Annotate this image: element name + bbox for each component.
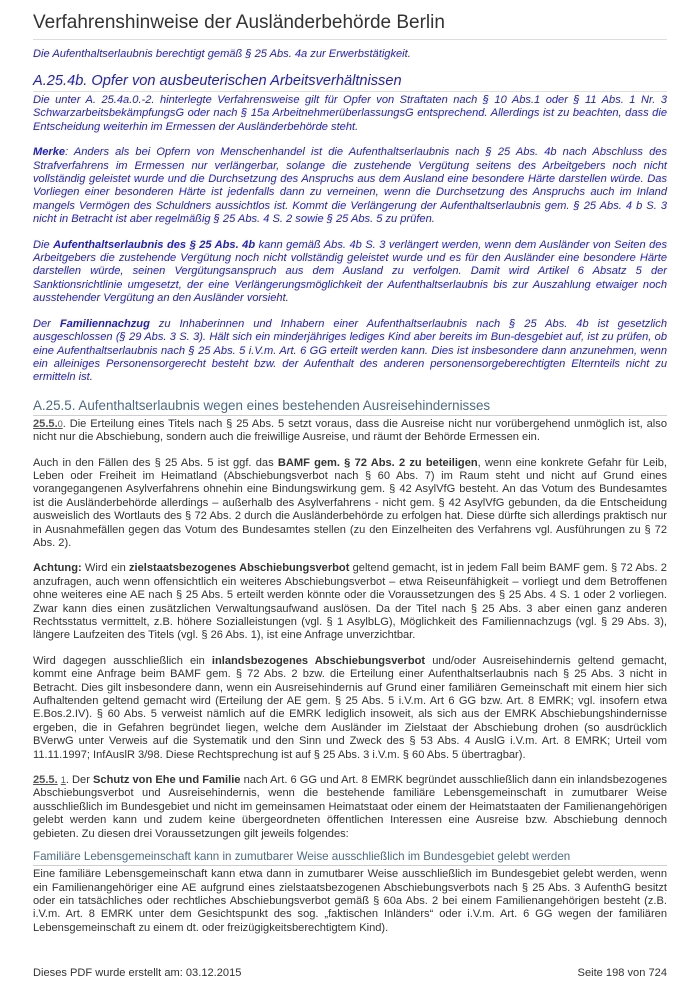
p3-bold: Aufenthaltserlaubnis des § 25 Abs. 4b	[53, 238, 256, 251]
achtung-mid: Wird ein	[81, 562, 129, 575]
paragraph-subnumber: 0	[57, 418, 63, 429]
paragraph-a255-4	[33, 655, 667, 762]
p3-text: kann gemäß Abs. 4b S. 3 verlängert werden, wenn dem Ausländer von Seiten des Arbeitgebers die zustehende Vergütung noch nicht vollständig geleistet wurde und es für den Ausländer eine besondere Härte darstellen würde, seinen Vergütungsanspruch aus dem Ausland zu verfolgen. Damit wird Artikel 6 Absatz 5 der Sanktionsrichtlinie umgesetzt, der eine Verlängerungsmöglichkeit der Aufenthaltserlaubnis bis zur Auszahlung etwaiger noch ausstehender Vergütung an den Ausländer vorsieht.	[33, 238, 667, 305]
p4-text: und/oder Ausreisehindernis geltend gemacht, kommt eine Anfrage beim BAMF gem. § 72 Abs. 2 bzw. die Erteilung einer Aufenthaltserlaubnis nach § 25 Abs. 3 nicht in Betracht. Dies gilt insbesondere dann, wenn ein Ausreisehindernis auf Grund einer familiären Gemeinschaft mit einem hier sich Aufhaltenden geltend gemacht wird (Erteilung der AE gem. § 25 Abs. 5 i.V.m. Art 6 GG bzw. Art. 8 EMRK; vgl. insofern etwa E.Bos.2.IV). § 60 Abs. 5 verweist nämlich auf die EMRK lediglich insoweit, als sich aus der EMRK Abschiebungshindernisse ergeben, die in Gefahren begründet liegen, welche dem Ausländer im Zielstaat der Abschiebung drohen (so ausdrücklich BVerwG unter Verweis auf die Systematik und den Sinn und Zweck des § 53 Abs. 4 AuslG i.V.m. Art. 8 EMRK; Urteil vom 11.11.1997; InfAuslR 3/98. Diese Rechtsprechung ist auf § 25 Abs. 3 i.V.m. § 60 Abs. 5 übertragbar).	[33, 654, 667, 761]
p3-pre: Die	[33, 238, 54, 251]
paragraph-subnumber: 1	[60, 775, 66, 786]
paragraph-a254b-1: Die unter A. 25.4a.0.-2. hinterlegte Verfahrensweise gilt für Opfer von Straftaten nach § 10 Abs.1 oder § 11 Abs. 1 Nr. 3 SchwarzarbeitsbekämpfungsG oder nach § 15a ArbeitnehmerüberlassungsG entsprechend. Allerdings ist zu beachten, dass die Entscheidung weiterhin im Ermessen der Ausländerbehörde steht.	[33, 94, 667, 133]
page-title: Verfahrenshinweise der Ausländerbehörde Berlin	[33, 12, 667, 40]
paragraph-a254b-3	[33, 239, 667, 306]
paragraph-a255-achtung	[33, 562, 667, 642]
p4-bold: Familiennachzug	[59, 317, 150, 330]
paragraph-a255-6: Eine familiäre Lebensgemeinschaft kann etwa dann in zumutbarer Weise ausschließlich im Bundesgebiet gelebt werden, wenn ein Familienangehöriger eine AE aufgrund eines zielstaatsbezogenen Abschiebungsverbots nach § 25 Abs. 3 AufenthG besitzt oder ein tatsächliches oder rechtliches Abschiebungsverbot gemäß § 60a Abs. 2 bei einem Familienangehörigen besteht (z.B. i.V.m. Art. 8 EMRK unter dem Gesichtspunkt des sog. „faktischen Inländers“ oder i.V.m. Art. 6 GG wegen der familiären Lebensgemeinschaft zu einem dt. oder freizügigkeitsberechtigtem Kind).	[33, 868, 667, 934]
p2-text: , wenn eine konkrete Gefahr für Leib, Leben oder Freiheit im Heimatland (Abschiebungsverbot nach § 60 Abs. 7) im Raum steht und nicht auf Grund eines vorangegangenen Asylverfahrens ohnehin eine Bindungswirkung gem. § 42 AsylVfG besteht. An das Votum des Bundesamtes ist die Ausländerbehörde allerdings – außerhalb des Asylverfahrens - nicht gem. § 42 AsylVfG gebunden, da die Entscheidung ausweislich des Wortlauts des § 72 Abs. 2 durch die Ausländerbehörde zu erfolgen hat. Diese dürfte sich allerdings praktisch nur in Ausnahmefällen gegen das Votum des Bundesamtes stellen (zu den Einzelheiten des Verfahrens vgl. Ausführungen zu § 72 Abs. 2).	[33, 456, 667, 549]
paragraph-a254b-merke	[33, 146, 667, 226]
footer-page-number: Seite 198 von 724	[577, 967, 667, 979]
paragraph-a255-2	[33, 457, 667, 551]
p4-bold: inlandsbezogenes Abschiebungsverbot	[211, 654, 426, 667]
p4-pre: Der	[33, 317, 60, 330]
p4-text: zu Inhaberinnen und Inhabern einer Aufenthaltserlaubnis nach § 25 Abs. 4b ist gesetzlich ausgeschlossen (§ 29 Abs. 3 S. 3). Hält sich ein minderjähriges lediges Kind aber bereits im Bun-desgebiet auf, ist zu prüfen, ob eine Aufenthaltserlaubnis nach § 25 Abs. 5 i.V.m. Art. 6 GG erteilt werden kann. Dies ist insbesondere dann anzunehmen, wenn ein alleiniges Personensorgerecht besteht bzw. der Aufenthalt des anderen personensorgeberechtigten Elternteils nicht zu ermitteln ist.	[33, 317, 667, 384]
achtung-text: geltend gemacht, ist in jedem Fall beim BAMF gem. § 72 Abs. 2 anzufragen, auch wenn offensichtlich ein weiteres Abschiebungsverbot – etwa Reiseunfähigkeit – vorliegt und dem Betroffenen ohne weiteres eine AE nach § 25 Abs. 5 erteilt werden könnte oder die Voraussetzungen des § 25 Abs. 4 S. 1 oder 2 vorliegen. Zwar kann dies einen zusätzlichen Verwaltungsaufwand auslösen. Da der Titel nach § 25 Abs. 3 aber einen ganz anderen Rechtsstatus vermittelt, z.B. höhere Sozialleistungen (vgl. § 1 AsylbLG), Möglichkeit des Familiennachzugs (vgl. § 29 Abs. 3), längere Laufzeiten des Titels (vgl. § 26 Abs. 1), ist eine Anfrage unverzichtbar.	[33, 562, 667, 642]
document-page	[33, 0, 667, 935]
p5-bold: Schutz von Ehe und Familie	[93, 774, 241, 787]
paragraph-a255-1	[33, 418, 667, 445]
paragraph-a254b-4	[33, 318, 667, 385]
p5-pre: . Der	[65, 774, 94, 787]
achtung-bold: zielstaatsbezogenes Abschiebungsverbot	[128, 562, 350, 575]
paragraph-number: 25.5.	[33, 774, 58, 787]
p1-text: . Die Erteilung eines Titels nach § 25 Abs. 5 setzt voraus, dass die Ausreise nicht nur vorübergehend unmöglich ist, also nicht nur die Abschiebung, sondern auch die freiwillige Ausreise, und räumt der Behörde Ermessen ein.	[33, 417, 667, 444]
section-heading-a255: A.25.5. Aufenthaltserlaubnis wegen eines bestehenden Ausreisehindernisses	[33, 398, 667, 416]
p4-pre: Wird dagegen ausschließlich ein	[33, 654, 212, 667]
p5-text: nach Art. 6 GG und Art. 8 EMRK begründet ausschließlich dann ein inlandsbezogenes Abschiebungsverbot und Ausreisehindernis, wenn die bestehende familiäre Lebensgemeinschaft in zumutbarer Weise ausschließlich im Bundesgebiet und nicht im gemeinsamen Heimatstaat oder einem der Heimatstaaten der Familienangehörigen gelebt werden kann und zudem keine übergeordneten öffentlichen Interessen eine Ausreise bzw. Abschiebung dennoch gebieten. Zu diesen drei Voraussetzungen gilt jeweils folgendes:	[33, 774, 667, 840]
footer-created-date: Dieses PDF wurde erstellt am: 03.12.2015	[33, 967, 242, 979]
paragraph-number: 25.5.	[33, 417, 58, 430]
intro-note: Die Aufenthaltserlaubnis berechtigt gemäß § 25 Abs. 4a zur Erwerbstätigkeit.	[33, 48, 411, 60]
section-heading-a254b: A.25.4b. Opfer von ausbeuterischen Arbeitsverhältnissen	[33, 73, 667, 92]
achtung-label: Achtung:	[33, 562, 82, 575]
merke-label: Merke	[33, 146, 66, 159]
paragraph-a255-5	[33, 774, 667, 841]
p2-bold: BAMF gem. § 72 Abs. 2 zu beteiligen	[277, 456, 478, 469]
merke-text: : Anders als bei Opfern von Menschenhandel ist die Aufenthaltserlaubnis nach § 25 Abs. 4b nach Abschluss des Strafverfahrens im Ermessen nur verlängerbar, solange die zustehende Vergütung seitens des Arbeitgebers noch nicht vollständig geleistet wurde und die Durchsetzung des Anspruchs aus dem Ausland eine besondere Härte darstellen würde. Das Vorliegen einer besonderen Härte ist jedenfalls dann zu verneinen, wenn die Durchsetzung des Anspruchs auch im Inland mangels Vermögen des Schuldners aussichtlos ist. Kommt die Verlängerung der Aufenthaltserlaubnis gem. § 25 Abs. 4 b S. 3 nicht in Betracht ist aber regelmäßig § 25 Abs. 4 S. 2 sowie § 25 Abs. 5 zu prüfen.	[33, 146, 667, 226]
subsection-heading: Familiäre Lebensgemeinschaft kann in zumutbarer Weise ausschließlich im Bundesgebiet gelebt werden	[33, 850, 667, 866]
p2-pre: Auch in den Fällen des § 25 Abs. 5 ist ggf. das	[33, 456, 278, 469]
